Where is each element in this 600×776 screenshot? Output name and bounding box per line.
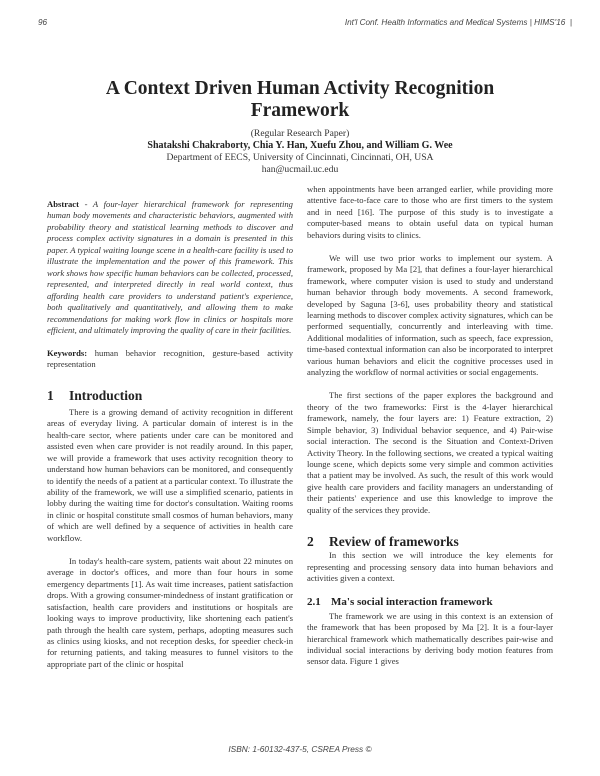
subsection-heading-ma: 2.1 Ma's social interaction framework	[307, 595, 493, 608]
abstract-text: A four-layer hierarchical framework for representing human body movements and characteristic behaviors, augmented with probability theory and statistical learning methods to discover and process complex activity signatures in a domain is presented in this paper. A typical waiting lounge scene in a health-care facility is used to illustrate the implementation and the power of this framework. This work shows how specific human behaviors can be collected, processed, represented, and interpreted directly in real world context, thus affording health care providers to understand patient's experience, both qualitatively and quantitatively, and allowing them to make recommendations for making work flow in clinics or hospitals more efficient, and ultimately improving the quality of care in their facilities.	[47, 199, 293, 335]
paper-title: A Context Driven Human Activity Recognition Framework	[105, 78, 495, 121]
ma-paragraph-1: The framework we are using in this context is an extension of the framework that has been proposed by Ma [2]. It is a four-layer hierarchical framework which mathematically describes pair-wise and individual social interactions by deriving body motion features from sensor data. Figure 1 gives	[307, 610, 553, 667]
keywords-text: human behavior recognition, gesture-based activity representation	[47, 347, 293, 370]
author-list: Shatakshi Chakraborty, Chia Y. Han, Xuefu Zhou, and William G. Wee	[147, 140, 453, 151]
affiliation: Department of EECS, University of Cincinnati, Cincinnati, OH, USA	[166, 152, 434, 163]
intro-paragraph-4: The first sections of the paper explores the background and theory of the two frameworks: First is the 4-layer hierarchical framework, namely, the four layers are: 1) Feature extraction, 2) Simple behavior, 3) Individual behavior sequence, and 4) Pair-wise social interaction. The second is the Situation and Context-Driven Activity Theory. In the following sections, we created a typical waiting lounge scene, which depicts some very simple and common activities that a patient may be involved. As such, the result of this work would give health care providers and facility managers an understanding of their patients' experience and use this knowledge to improve the quality of the services they provide.	[307, 390, 553, 515]
abstract	[47, 199, 293, 336]
paper-type: (Regular Research Paper)	[250, 128, 350, 139]
page-footer: ISBN: 1-60132-437-5, CSREA Press ©	[228, 744, 372, 754]
intro-paragraph-3: We will use two prior works to implement our system. A framework, proposed by Ma [2], that defines a four-layer hierarchical framework, where computer vision is used to study and understand human behavior through body movements. A second framework, developed by Saguna [3-6], uses probability theory and statistical learning methods to discover complex activity signatures, which can be performed sequentially, concurrently and interleaving with time. Additional modalities of information, such as speech, face expression, time-based contextual information can also be incorporated to interpret various human behaviors and elicit the cognitive processes used in analyzing the workflow of normal activities or social engagements.	[307, 252, 553, 378]
contact-email: han@ucmail.uc.edu	[261, 164, 339, 175]
conference-name: Int'l Conf. Health Informatics and Medical Systems | HIMS'16 |	[344, 18, 572, 27]
intro-paragraph-2: In today's health-care system, patients wait about 22 minutes on average in doctor's offices, and more than four hours in some emergency departments [1]. As wait time increases, patient satisfaction drops. With a growing consumer-mindedness of instant gratification or satisfaction, health care providers and institutions or hospitals are looking ways to improve productivity, like shortening each patient's path through the health care system, perhaps, adopting measures such as clinics using kiosks, and not reception desks, for speedier check-in for returning patients, and taking measures to funnel visitors to the appropriate part of the clinic or hospital	[47, 555, 293, 669]
abstract-label: Abstract	[47, 199, 79, 209]
title-block	[0, 78, 600, 176]
left-column	[47, 199, 293, 670]
intro-paragraph-1: There is a growing demand of activity recognition in different areas of everyday living. A particular domain of interest is in the health-care sector, where patients under care can be monitored and assisted even when care provider is not readily around. In this paper, we will provide a framework that uses activity recognition theory to understand how human behaviors can be monitored, and consequently to identify the needs of a patient at a particular context. To illustrate the ability of the framework, we will use a simplified scenario, patients in lobby during the waiting time for doctor's consultation. Waiting rooms in clinic or hospital constitute small cosmos of human behaviors, many of which are well defined by a sequence of activities in health care workflow.	[47, 406, 293, 543]
right-column	[307, 184, 553, 668]
review-paragraph-1: In this section we will introduce the key elements for representing and processing sensory data into human behaviors and activities given a context.	[307, 550, 553, 584]
intro-paragraph-2-continued: when appointments have been arranged earlier, while providing more attentive face-to-face care to those who are first timers to the system and in need [16]. The purpose of this study is to investigate a computer-based means to obtain useful data on typical human behaviors during visits to clinics.	[307, 184, 553, 240]
keywords	[47, 348, 293, 371]
abstract-separator: -	[78, 199, 93, 209]
section-heading-review: 2 Review of frameworks	[307, 534, 459, 550]
page-number: 96	[38, 18, 48, 27]
keywords-label: Keywords:	[47, 347, 88, 358]
section-heading-introduction: 1 Introduction	[47, 387, 143, 403]
running-header	[38, 18, 572, 30]
